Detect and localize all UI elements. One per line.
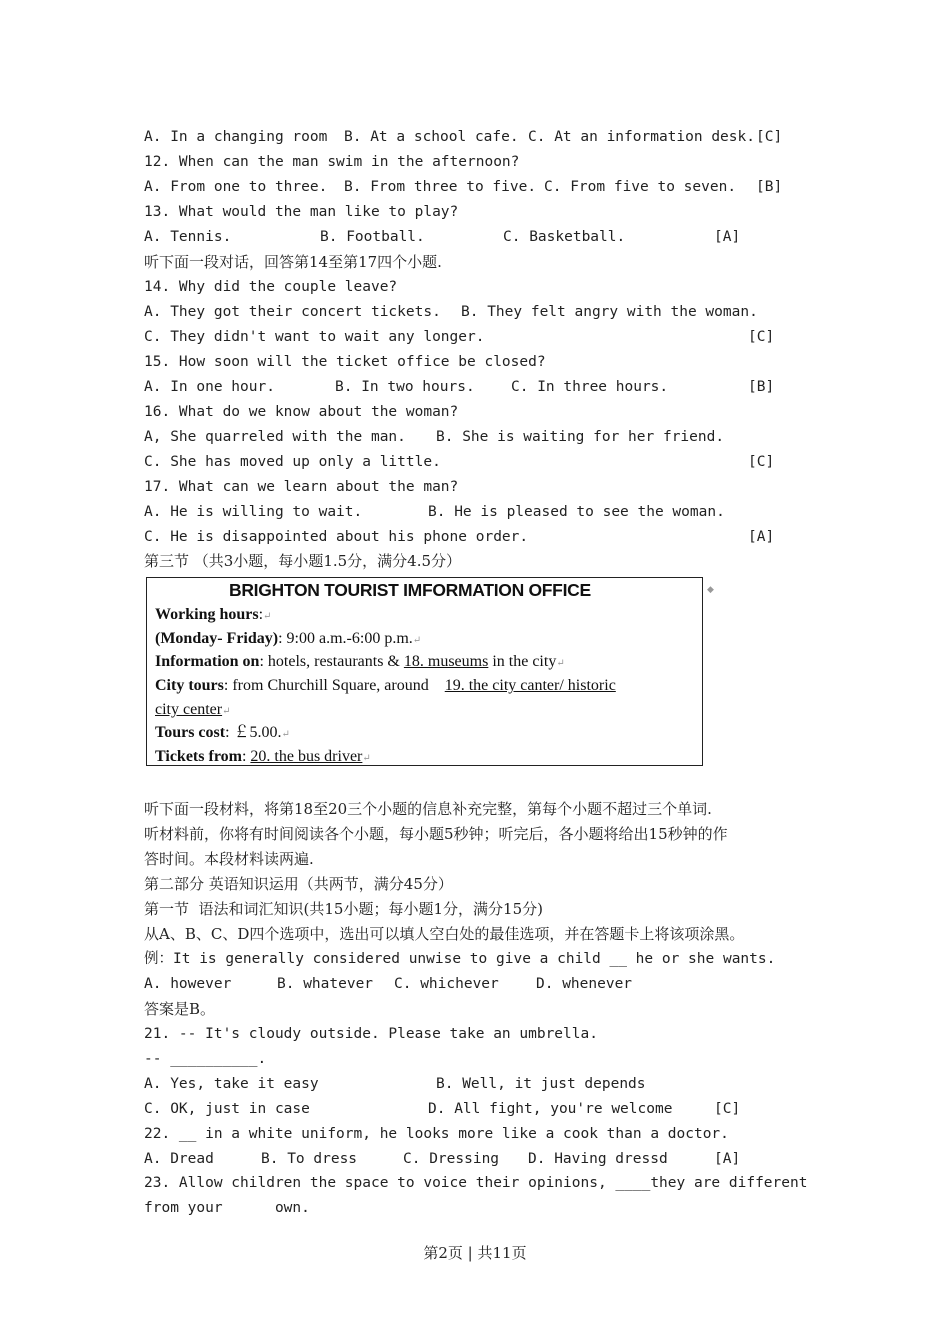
q14-option-b: B. They felt angry with the woman.	[461, 304, 758, 320]
city-tours-row	[155, 675, 616, 697]
q11-option-b: B. At a school cafe.	[344, 129, 519, 145]
page-footer: 第2页 | 共11页	[423, 1244, 527, 1262]
q11-option-c: C. At an information desk.	[528, 129, 755, 145]
information-row: Information on: hotels, restaurants & 18. museums in the city↵	[155, 653, 565, 670]
working-hours-row: Working hours:↵	[155, 606, 272, 623]
q14-options-c	[144, 326, 775, 348]
information-tail: in the city	[488, 653, 557, 670]
tours-cost-row: Tours cost: ￡5.00.↵	[155, 724, 290, 741]
q16-stem: 16. What do we know about the woman?	[144, 404, 459, 420]
q13-options	[144, 226, 741, 248]
anchor-mark-icon: ◆	[707, 585, 714, 595]
working-hours-label: Working hours	[155, 606, 259, 623]
hours-value: : 9:00 a.m.-6:00 p.m.	[278, 630, 413, 647]
city-tours-label: City tours	[155, 677, 224, 694]
section1-heading: 第一节 语法和词汇知识(共15小题；每小题1分，满分15分)	[144, 900, 543, 918]
tours-cost-value: : ￡5.00.	[225, 724, 282, 741]
q14-options-ab	[144, 301, 758, 323]
section1-instruction: 从A、B、C、D四个选项中，选出可以填人空白处的最佳选项，并在答题卡上将该项涂黑。	[144, 925, 745, 943]
q17-answer: [A]	[748, 529, 775, 545]
answer-19-part2: city center	[155, 701, 223, 718]
example-option-b: B. whatever	[277, 976, 374, 992]
q21-option-d: D. All fight, you're welcome	[428, 1101, 673, 1117]
q22-answer: [A]	[714, 1151, 741, 1167]
days-label: (Monday- Friday)	[155, 630, 279, 647]
q22-option-c: C. Dressing	[403, 1151, 500, 1167]
example-stem: 例：It is generally considered unwise to give a child __ he or she wants.	[144, 951, 776, 967]
city-tours-row-2: city center↵	[155, 701, 231, 718]
q21-line2: -- __________.	[144, 1051, 267, 1067]
q15-answer: [B]	[748, 379, 775, 395]
q17-options-ab	[144, 501, 725, 523]
q21-options-ab	[144, 1073, 646, 1095]
example-options	[144, 973, 633, 995]
tourist-info-box	[146, 577, 703, 766]
city-tours-value: : from Churchill Square, around	[223, 677, 433, 694]
q15-option-a: A. In one hour.	[144, 379, 275, 395]
q15-option-b: B. In two hours.	[335, 379, 475, 395]
days-row: (Monday- Friday): 9:00 a.m.-6:00 p.m.↵	[155, 630, 422, 647]
q12-options	[144, 176, 783, 198]
q17-option-c: C. He is disappointed about his phone order.	[144, 529, 529, 545]
q12-option-b: B. From three to five.	[344, 179, 537, 195]
instruction-14-17: 听下面一段对话，回答第14至第17四个小题.	[144, 253, 442, 271]
q11-answer: [C]	[756, 129, 783, 145]
q14-stem: 14. Why did the couple leave?	[144, 279, 398, 295]
q13-stem: 13. What would the man like to play?	[144, 204, 459, 220]
q15-options	[144, 376, 775, 398]
q21-option-a: A. Yes, take it easy	[144, 1076, 319, 1092]
q16-option-a: A, She quarreled with the man.	[144, 429, 406, 445]
q16-options-ab	[144, 426, 725, 448]
q23-line2: from your own.	[144, 1200, 310, 1216]
q16-option-c: C. She has moved up only a little.	[144, 454, 441, 470]
q21-option-c: C. OK, just in case	[144, 1101, 310, 1117]
answer-19-part1: 19. the city canter/ historic	[444, 677, 616, 694]
q21-option-b: B. Well, it just depends	[436, 1076, 646, 1092]
q16-option-b: B. She is waiting for her friend.	[436, 429, 725, 445]
instruction-18-20-line2: 听材料前，你将有时间阅读各个小题，每小题5秒钟；听完后，各小题将给出15秒钟的作	[144, 825, 728, 843]
q17-stem: 17. What can we learn about the man?	[144, 479, 459, 495]
example-option-a: A. however	[144, 976, 232, 992]
q15-stem: 15. How soon will the ticket office be closed?	[144, 354, 546, 370]
q13-answer: [A]	[714, 229, 741, 245]
example-answer: 答案是B。	[144, 1000, 216, 1018]
q12-answer: [B]	[756, 179, 783, 195]
part2-heading: 第二部分 英语知识运用（共两节，满分45分）	[144, 875, 453, 893]
q22-option-d: D. Having dressd	[528, 1151, 668, 1167]
q11-option-a: A. In a changing room	[144, 129, 328, 145]
q14-option-a: A. They got their concert tickets.	[144, 304, 441, 320]
q21-options-cd	[144, 1098, 741, 1120]
tickets-label: Tickets from	[155, 748, 242, 765]
instruction-18-20-line1: 听下面一段材料，将第18至20三个小题的信息补充完整，第每个小题不超过三个单词.	[144, 800, 712, 818]
q22-option-a: A. Dread	[144, 1151, 214, 1167]
q12-option-a: A. From one to three.	[144, 179, 328, 195]
q13-option-a: A. Tennis.	[144, 229, 232, 245]
q12-stem: 12. When can the man swim in the afternoon?	[144, 154, 520, 170]
information-value: : hotels, restaurants &	[259, 653, 404, 670]
q11-options	[144, 126, 783, 148]
q13-option-c: C. Basketball.	[503, 229, 626, 245]
q22-stem: 22. __ in a white uniform, he looks more like a cook than a doctor.	[144, 1126, 729, 1142]
q12-option-c: C. From five to seven.	[544, 179, 737, 195]
q17-options-c	[144, 526, 775, 548]
q17-option-b: B. He is pleased to see the woman.	[428, 504, 725, 520]
information-label: Information on	[155, 653, 260, 670]
q17-option-a: A. He is willing to wait.	[144, 504, 363, 520]
example-option-c: C. whichever	[394, 976, 499, 992]
q14-option-c: C. They didn't want to wait any longer.	[144, 329, 485, 345]
q21-answer: [C]	[714, 1101, 741, 1117]
q16-options-c	[144, 451, 775, 473]
tours-cost-label: Tours cost	[155, 724, 226, 741]
section3-heading: 第三节 （共3小题，每小题1.5分，满分4.5分）	[144, 552, 462, 570]
q23-line1: 23. Allow children the space to voice their opinions, ____they are different	[144, 1175, 808, 1191]
answer-18: 18. museums	[403, 653, 489, 670]
q22-options	[144, 1148, 741, 1170]
instruction-18-20-line3: 答时间。本段材料读两遍.	[144, 850, 314, 868]
q21-line1: 21. -- It's cloudy outside. Please take an umbrella.	[144, 1026, 598, 1042]
answer-20: 20. the bus driver	[250, 748, 363, 765]
q14-answer: [C]	[748, 329, 775, 345]
q13-option-b: B. Football.	[320, 229, 425, 245]
info-box-title: BRIGHTON TOURIST IMFORMATION OFFICE	[229, 580, 591, 600]
example-option-d: D. whenever	[536, 976, 633, 992]
q15-option-c: C. In three hours.	[511, 379, 669, 395]
q22-option-b: B. To dress	[261, 1151, 358, 1167]
tickets-row: Tickets from: 20. the bus driver↵	[155, 748, 371, 765]
q16-answer: [C]	[748, 454, 775, 470]
